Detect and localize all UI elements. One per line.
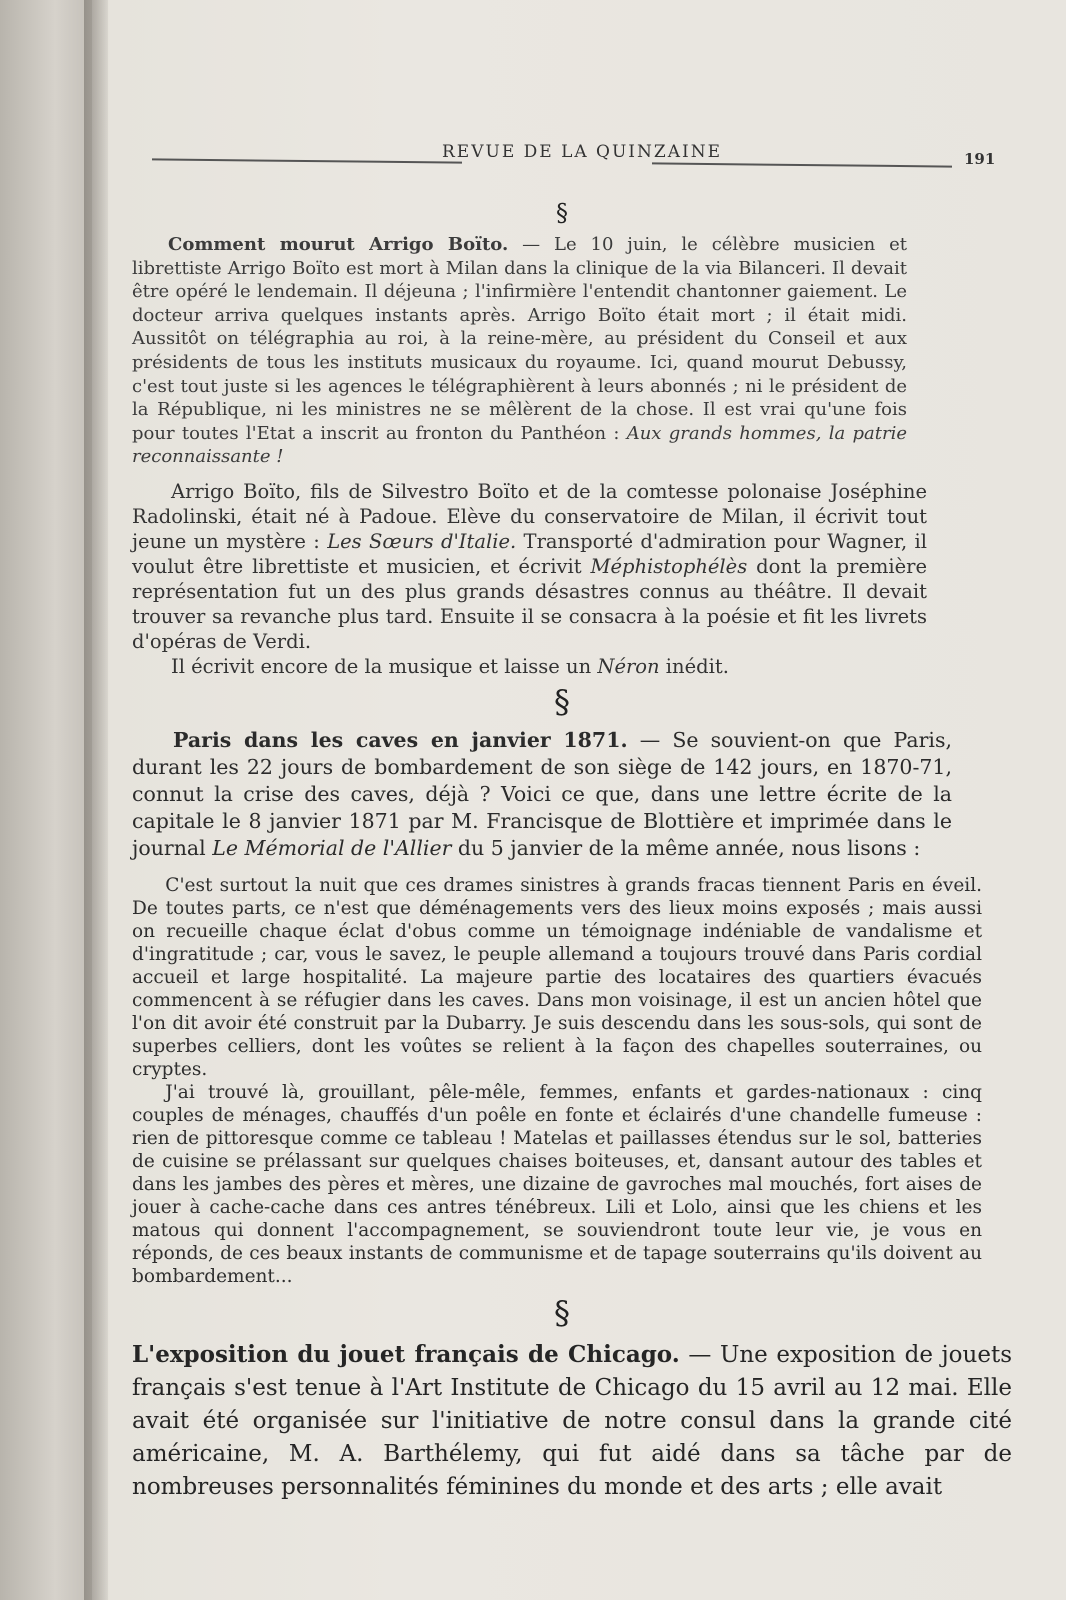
header-rule-left (152, 158, 462, 163)
header-rule-right (652, 162, 952, 167)
article-paragraph: L'exposition du jouet français de Chicago. — Une exposition de jouets français s'est tenue à l'Art Institute de Chicago du 15 avril au 12 mai. Elle avait été organisée sur l'initiative de notre consul dans la grande cité américaine, M. A. Barthélemy, qui fut aidé dans sa tâche par de nombreuses personnalités féminines du monde et des arts ; elle avait (132, 1340, 1012, 1500)
page (100, 0, 1066, 1600)
article-paris-caves (132, 727, 992, 1288)
article-paragraph: Comment mourut Arrigo Boïto. — Le 10 juin, le célèbre musicien et librettiste Arrigo Boïto est mort à Milan dans la clinique de la via Bilanceri. Il devait être opéré le lendemain. Il déjeuna ; l'infirmière l'entendit chantonner gaiement. Le docteur arriva quelques instants après. Arrigo Boïto était mort ; il était midi. Aussitôt on télégraphia au roi, à la reine-mère, au président du Conseil et aux présidents de tous les instituts musicaux du royaume. Ici, quand mourut Debussy, c'est tout juste si les agences le télégraphièrent à leurs abonnés ; ni le président de la République, ni les ministres ne se mêlèrent de la chose. Il est vrai qu'une fois pour toutes l'Etat a inscrit au fronton du Panthéon : Aux grands hommes, la patrie reconnaissante ! (132, 234, 907, 468)
left-page-edge (0, 0, 92, 1600)
work-title: Néron (597, 654, 660, 678)
quoted-letter: C'est surtout la nuit que ces drames sinistres à grands fracas tiennent Paris en éveil. De toutes parts, ce n'est que déménagements vers des lieux moins exposés ; mais aussi on recueille chaque éclat d'obus comme un témoignage indéniable de vandalisme et d'ingratitude ; car, vous le savez, le peuple allemand a toujours trouvé dans Paris cordial accueil et large hospitalité. La majeure partie des locataires des quartiers évacués commencent à se réfugier dans les caves. Dans mon voisinage, il est un ancien hôtel que l'on dit avoir été construit par la Dubarry. Je suis descendu dans les sous-sols, qui sont de superbes celliers, dont les voûtes se relient à la façon des chapelles souterraines, ou cryptes. (132, 874, 982, 1080)
section-mark: § (554, 1293, 570, 1332)
quoted-letter: J'ai trouvé là, grouillant, pêle-mêle, femmes, enfants et gardes-nationaux : cinq couples de ménages, chauffés d'un poêle en fonte et éclairés d'une chandelle fumeuse : rien de pittoresque comme ce tableau ! Matelas et paillasses étendus sur le sol, batteries de cuisine se prélassant sur quelques chaises boiteuses, et, dansant autour des tables et dans les jambes des pères et mères, une dizaine de gavroches mal mouchés, fort aises de jouer à cache-cache dans ces antres ténébreux. Lili et Lolo, ainsi que les chiens et les matous qui donnent l'accompagnement, se souviendront toute leur vie, je vous en réponds, de ces beaux instants de communisme et de tapage souterrains qu'ils doivent au bombardement... (132, 1081, 982, 1287)
section-mark: § (556, 199, 568, 227)
page-number: 191 (964, 150, 996, 168)
article-chicago (132, 1338, 1012, 1504)
article-boito (132, 233, 992, 679)
running-title: REVUE DE LA QUINZAINE (442, 142, 722, 162)
quotation: Aux grands hommes, la patrie reconnaissante ! (132, 422, 907, 468)
article-title: L'exposition du jouet français de Chicago. (132, 1340, 680, 1368)
section-mark: § (554, 682, 570, 721)
article-title: Comment mourut Arrigo Boïto. (168, 234, 509, 255)
page-body (132, 195, 1012, 1504)
work-title: Les Sœurs d'Italie. (327, 529, 517, 553)
work-title: Méphistophélès (590, 554, 748, 578)
article-paragraph: Paris dans les caves en janvier 1871. — Se souvient-on que Paris, durant les 22 jours de bombardement de son siège de 142 jours, en 1870-71, connut la crise des caves, déjà ? Voici ce que, dans une lettre écrite de la capitale le 8 janvier 1871 par M. Francisque de Blottière et imprimée dans le journal Le Mémorial de l'Allier du 5 janvier de la même année, nous lisons : (132, 727, 952, 860)
article-paragraph: Il écrivit encore de la musique et laisse un Néron inédit. (171, 654, 729, 678)
running-head (152, 138, 1012, 178)
journal-title: Le Mémorial de l'Allier (212, 835, 452, 860)
article-paragraph: Arrigo Boïto, fils de Silvestro Boïto et de la comtesse polonaise Joséphine Radolinski, était né à Padoue. Elève du conservatoire de Milan, il écrivit tout jeune un mystère : Les Sœurs d'Italie. Transporté d'admiration pour Wagner, il voulut être librettiste et musicien, et écrivit Méphistophélès dont la première représentation fut un des plus grands désastres connus au théâtre. Il devait trouver sa revanche plus tard. Ensuite il se consacra à la poésie et fit les livrets d'opéras de Verdi. (132, 479, 928, 653)
article-title: Paris dans les caves en janvier 1871. (173, 727, 628, 752)
